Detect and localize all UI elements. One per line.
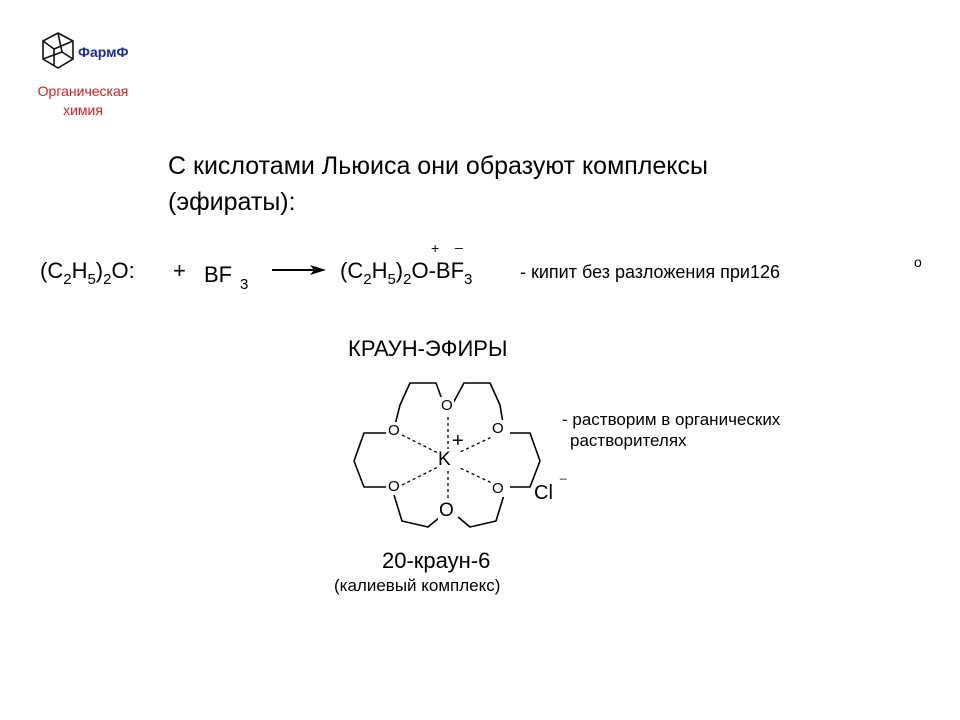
reactant-ether: $(C_2H_5)_2O$: (40, 258, 135, 288)
oxygen-atom-lower-right: O (492, 480, 504, 497)
slide-heading (168, 148, 708, 220)
chloride-charge: _ (560, 466, 567, 480)
potassium-cation: K (438, 449, 451, 470)
oxygen-positive-charge: + (431, 240, 440, 256)
boron-negative-charge: _ (455, 233, 463, 249)
oxygen-atom-upper-left: O (388, 422, 400, 439)
crown-compound-name: 20-краун-6 (382, 548, 491, 573)
heading-line2: (эфираты): (168, 188, 296, 216)
logo-subtitle (20, 82, 146, 120)
oxygen-atom-top: O (441, 397, 453, 414)
reagent-bf3-subscript: 3 (240, 276, 249, 293)
crown-ethers-title: КРАУН-ЭФИРЫ (348, 336, 508, 361)
crown-ether-structure (340, 375, 580, 545)
solubility-note-line1: - растворим в органических (562, 410, 781, 429)
solubility-note (562, 409, 780, 451)
crown-compound-description: (калиевый комплекс) (334, 576, 501, 595)
degree-mark: o (914, 254, 922, 270)
reaction-arrow-icon (270, 262, 330, 278)
logo-subtitle-line1: Органическая (37, 83, 129, 99)
plus-sign: + (173, 258, 186, 283)
heading-line1: С кислотами Льюиса они образуют комплексы (168, 152, 708, 180)
product-etherate: $(C_2H_5)_2O-BF_3$ (340, 258, 473, 288)
logo-subtitle-line2: химия (63, 102, 103, 118)
boiling-note: - кипит без разложения при126 (520, 262, 780, 282)
reagent-bf3: BF (204, 262, 233, 287)
oxygen-atom-upper-right: O (492, 420, 504, 437)
potassium-charge: + (452, 430, 464, 452)
logo-brand: ФармФ (78, 44, 129, 60)
chloride-anion: Cl (534, 482, 553, 504)
solubility-note-line2: растворителях (570, 431, 687, 450)
adamantane-logo-icon (38, 30, 78, 74)
oxygen-atom-lower-left: O (388, 478, 400, 495)
oxygen-atom-bottom: O (439, 500, 454, 521)
